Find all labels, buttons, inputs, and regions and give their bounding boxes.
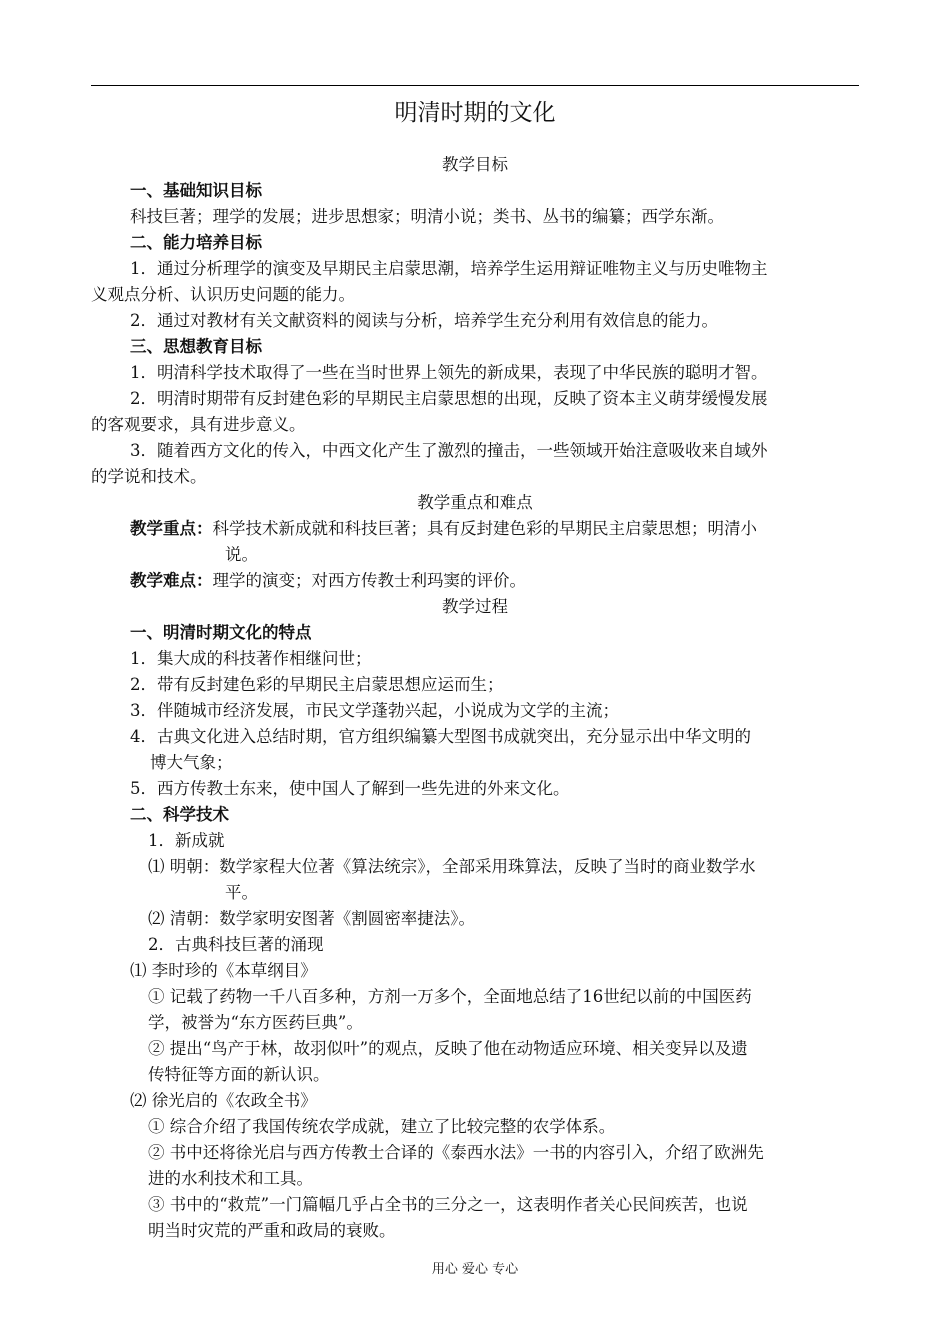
section-1-item-5: 5．西方传教士东来，使中国人了解到一些先进的外来文化。 — [130, 779, 570, 798]
teaching-focus-line-1 — [130, 516, 757, 542]
key-points-heading: 教学重点和难点 — [417, 493, 533, 512]
classic-works-heading: 2．古典科技巨著的涌现 — [148, 935, 324, 954]
basic-objectives-heading: 一、基础知识目标 — [130, 181, 262, 200]
process-heading: 教学过程 — [442, 597, 508, 616]
ability-paragraph-1-line-1: 1．通过分析理学的演变及早期民主启蒙思潮，培养学生运用辩证唯物主义与历史唯物主 — [130, 259, 768, 278]
section-1-item-2: 2．带有反封建色彩的早期民主启蒙思想应运而生； — [130, 675, 504, 694]
nongzheng-point-3-line-2: 明当时灾荒的严重和政局的衰败。 — [148, 1221, 396, 1240]
ability-objectives-heading: 二、能力培养目标 — [130, 233, 262, 252]
thought-paragraph-1: 1．明清科学技术取得了一些在当时世界上领先的新成果，表现了中华民族的聪明才智。 — [130, 363, 768, 382]
section-2-heading: 二、科学技术 — [130, 805, 229, 824]
teaching-difficulty-label: 教学难点： — [130, 571, 213, 590]
teaching-difficulty-text: 理学的演变；对西方传教士利玛窦的评价。 — [212, 571, 526, 590]
section-1-item-4-line-1: 4．古典文化进入总结时期，官方组织编纂大型图书成就突出，充分显示出中华文明的 — [130, 727, 751, 746]
objectives-heading: 教学目标 — [442, 155, 508, 174]
teaching-focus-text: 科学技术新成就和科技巨著；具有反封建色彩的早期民主启蒙思想；明清小 — [212, 519, 757, 538]
thought-paragraph-2-line-1: 2．明清时期带有反封建色彩的早期民主启蒙思想的出现，反映了资本主义萌芽缓慢发展 — [130, 389, 768, 408]
nongzheng-point-2-line-2: 进的水利技术和工具。 — [148, 1169, 313, 1188]
bencao-point-1-line-1: ① 记载了药物一千八百多种，方剂一万多个，全面地总结了16世纪以前的中国医药 — [148, 987, 752, 1006]
bencao-point-1-line-2: 学，被誉为“东方医药巨典”。 — [148, 1013, 363, 1032]
nongzheng-point-3-line-1: ③ 书中的“救荒”一门篇幅几乎占全书的三分之一，这表明作者关心民间疾苦，也说 — [148, 1195, 748, 1214]
basic-objectives-text: 科技巨著；理学的发展；进步思想家；明清小说；类书、丛书的编纂；西学东渐。 — [130, 207, 724, 226]
page-footer: 用心 爱心 专心 — [431, 1262, 519, 1277]
thought-objectives-heading: 三、思想教育目标 — [130, 337, 262, 356]
ability-paragraph-2: 2．通过对教材有关文献资料的阅读与分析，培养学生充分利用有效信息的能力。 — [130, 311, 718, 330]
ming-math-line-1: ⑴ 明朝：数学家程大位著《算法统宗》，全部采用珠算法，反映了当时的商业数学水 — [148, 857, 756, 876]
section-1-heading: 一、明清时期文化的特点 — [130, 623, 312, 642]
teaching-focus-label: 教学重点： — [130, 519, 213, 538]
new-achievements-heading: 1．新成就 — [148, 831, 225, 850]
ming-math-line-2: 平。 — [225, 883, 258, 902]
bencao-point-2-line-1: ② 提出“鸟产于林，故羽似叶”的观点，反映了他在动物适应环境、相关变异以及遗 — [148, 1039, 748, 1058]
section-1-item-1: 1．集大成的科技著作相继问世； — [130, 649, 372, 668]
teaching-difficulty — [130, 568, 526, 594]
qing-math: ⑵ 清朝：数学家明安图著《割圆密率捷法》。 — [148, 909, 475, 928]
bencao-gangmu-heading: ⑴ 李时珍的《本草纲目》 — [130, 961, 317, 980]
nongzheng-point-1: ① 综合介绍了我国传统农学成就，建立了比较完整的农学体系。 — [148, 1117, 616, 1136]
page-title: 明清时期的文化 — [394, 100, 556, 126]
thought-paragraph-3-line-1: 3．随着西方文化的传入，中西文化产生了激烈的撞击，一些领域开始注意吸收来自域外 — [130, 441, 768, 460]
header-rule — [91, 85, 859, 86]
nongzheng-quanshu-heading: ⑵ 徐光启的《农政全书》 — [130, 1091, 317, 1110]
bencao-point-2-line-2: 传特征等方面的新认识。 — [148, 1065, 330, 1084]
nongzheng-point-2-line-1: ② 书中还将徐光启与西方传教士合译的《泰西水法》一书的内容引入，介绍了欧洲先 — [148, 1143, 764, 1162]
thought-paragraph-3-line-2: 的学说和技术。 — [91, 467, 207, 486]
section-1-item-4-line-2: 博大气象； — [150, 753, 233, 772]
thought-paragraph-2-line-2: 的客观要求，具有进步意义。 — [91, 415, 306, 434]
ability-paragraph-1-line-2: 义观点分析、认识历史问题的能力。 — [91, 285, 355, 304]
teaching-focus-line-2: 说。 — [225, 545, 258, 564]
section-1-item-3: 3．伴随城市经济发展，市民文学蓬勃兴起，小说成为文学的主流； — [130, 701, 619, 720]
